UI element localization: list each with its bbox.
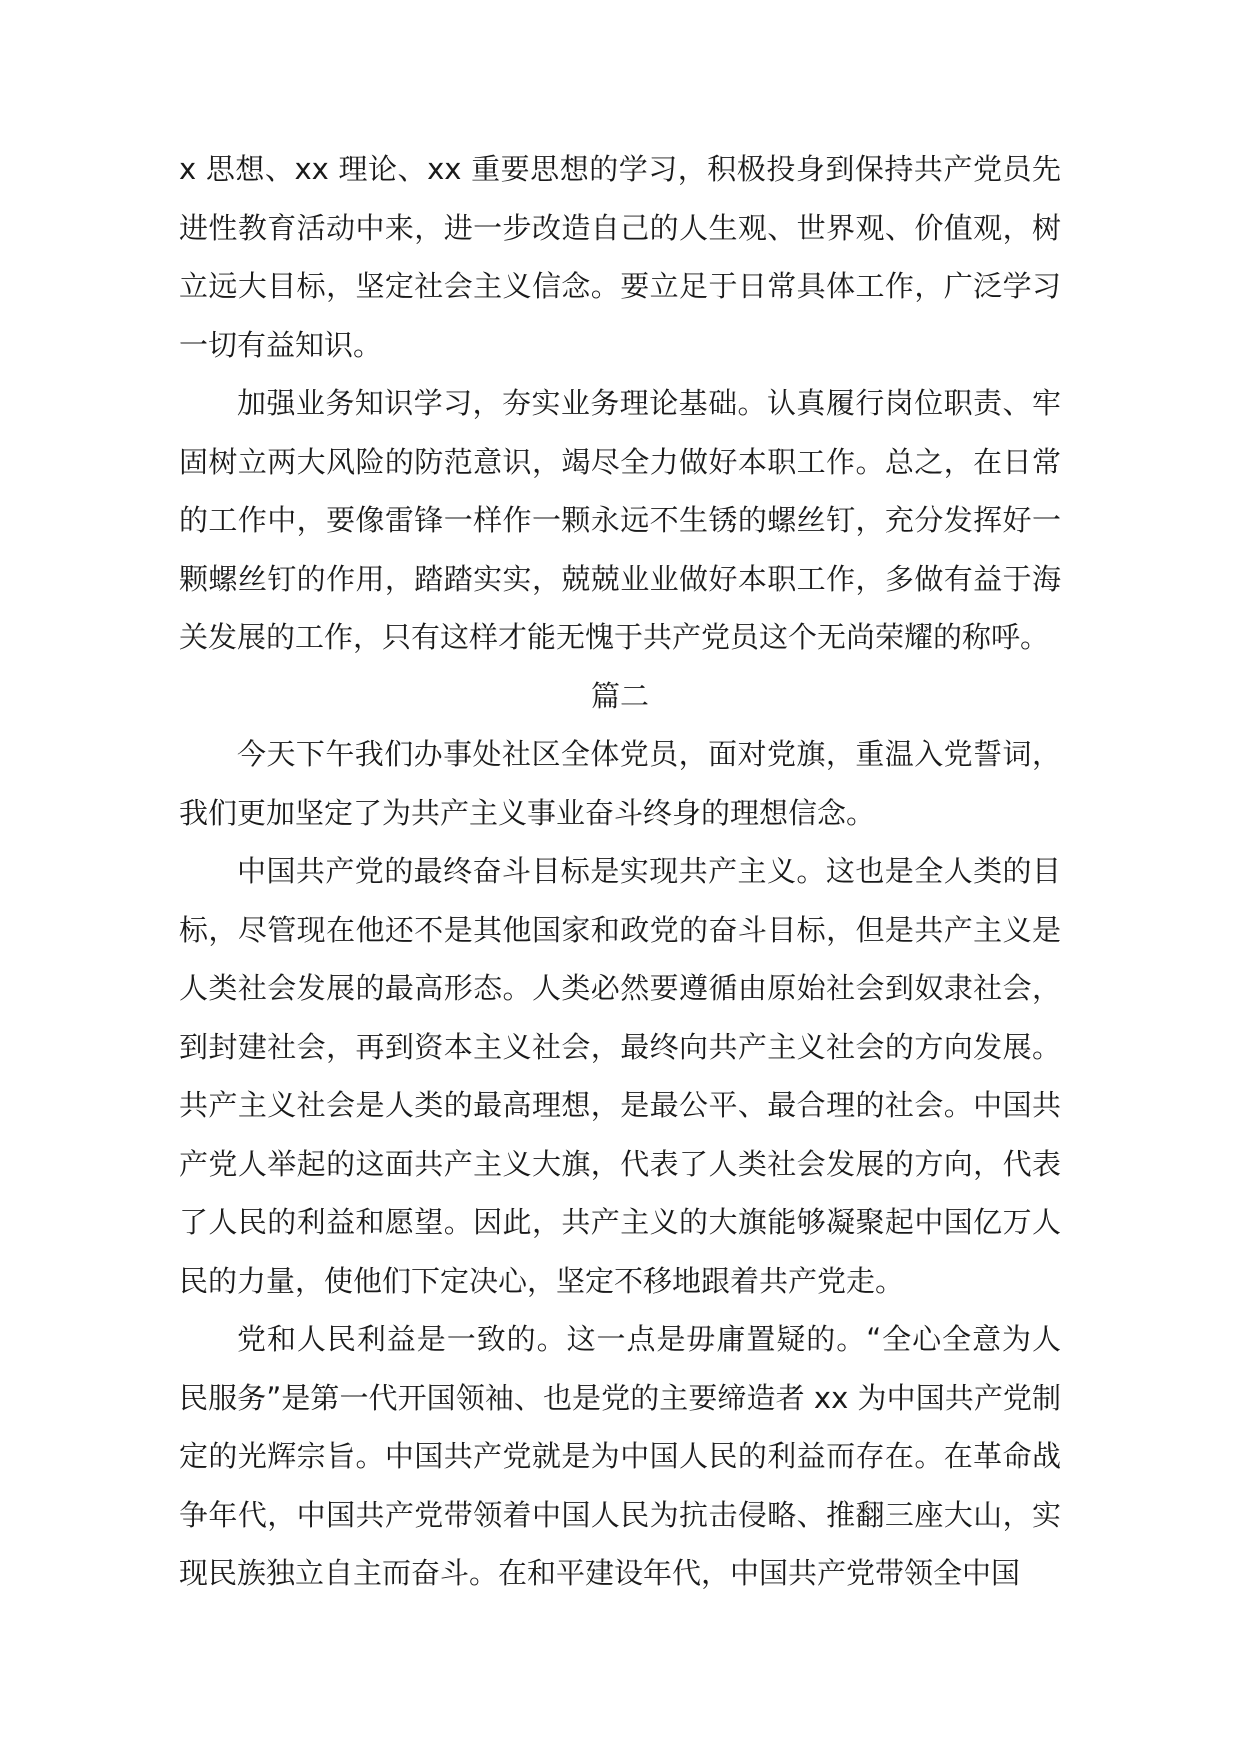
section-heading: 篇二 bbox=[590, 678, 649, 713]
paragraph-professional-study: 加强业务知识学习，夯实业务理论基础。认真履行岗位职责、牢固树立两大风险的防范意识，竭尽全力做好本职工作。总之，在日常的工作中，要像雷锋一样作一颗永远不生锈的螺丝钉，充分发挥好一颗螺丝钉的作用，踏踏实实，兢兢业业做好本职工作，多做有益于海关发展的工作，只有这样才能无愧于共产党员这个无尚荣耀的称呼。 bbox=[179, 386, 1061, 654]
paragraph-party-people-interest: 党和人民利益是一致的。这一点是毋庸置疑的。“全心全意为人民服务”是第一代开国领袖、也是党的主要缔造者 xx 为中国共产党制定的光辉宗旨。中国共产党就是为中国人民的利益而存在。在革命战争年代，中国共产党带领着中国人民为抗击侵略、推翻三座大山，实现民族独立自主而奋斗。在和平建设年代，中国共产党带领全中国 bbox=[179, 1322, 1061, 1590]
paragraph-continued: x 思想、xx 理论、xx 重要思想的学习，积极投身到保持共产党员先进性教育活动中来，进一步改造自己的人生观、世界观、价值观，树立远大目标，坚定社会主义信念。要立足于日常具体工作，广泛学习一切有益知识。 bbox=[179, 152, 1061, 362]
document-page bbox=[179, 140, 1061, 1603]
paragraph-communism-goal: 中国共产党的最终奋斗目标是实现共产主义。这也是全人类的目标，尽管现在他还不是其他国家和政党的奋斗目标，但是共产主义是人类社会发展的最高形态。人类必然要遵循由原始社会到奴隶社会，到封建社会，再到资本主义社会，最终向共产主义社会的方向发展。共产主义社会是人类的最高理想，是最公平、最合理的社会。中国共产党人举起的这面共产主义大旗，代表了人类社会发展的方向，代表了人民的利益和愿望。因此，共产主义的大旗能够凝聚起中国亿万人民的力量，使他们下定决心，坚定不移地跟着共产党走。 bbox=[179, 854, 1061, 1298]
paragraph-oath-review: 今天下午我们办事处社区全体党员，面对党旗，重温入党誓词，我们更加坚定了为共产主义事业奋斗终身的理想信念。 bbox=[179, 737, 1061, 830]
